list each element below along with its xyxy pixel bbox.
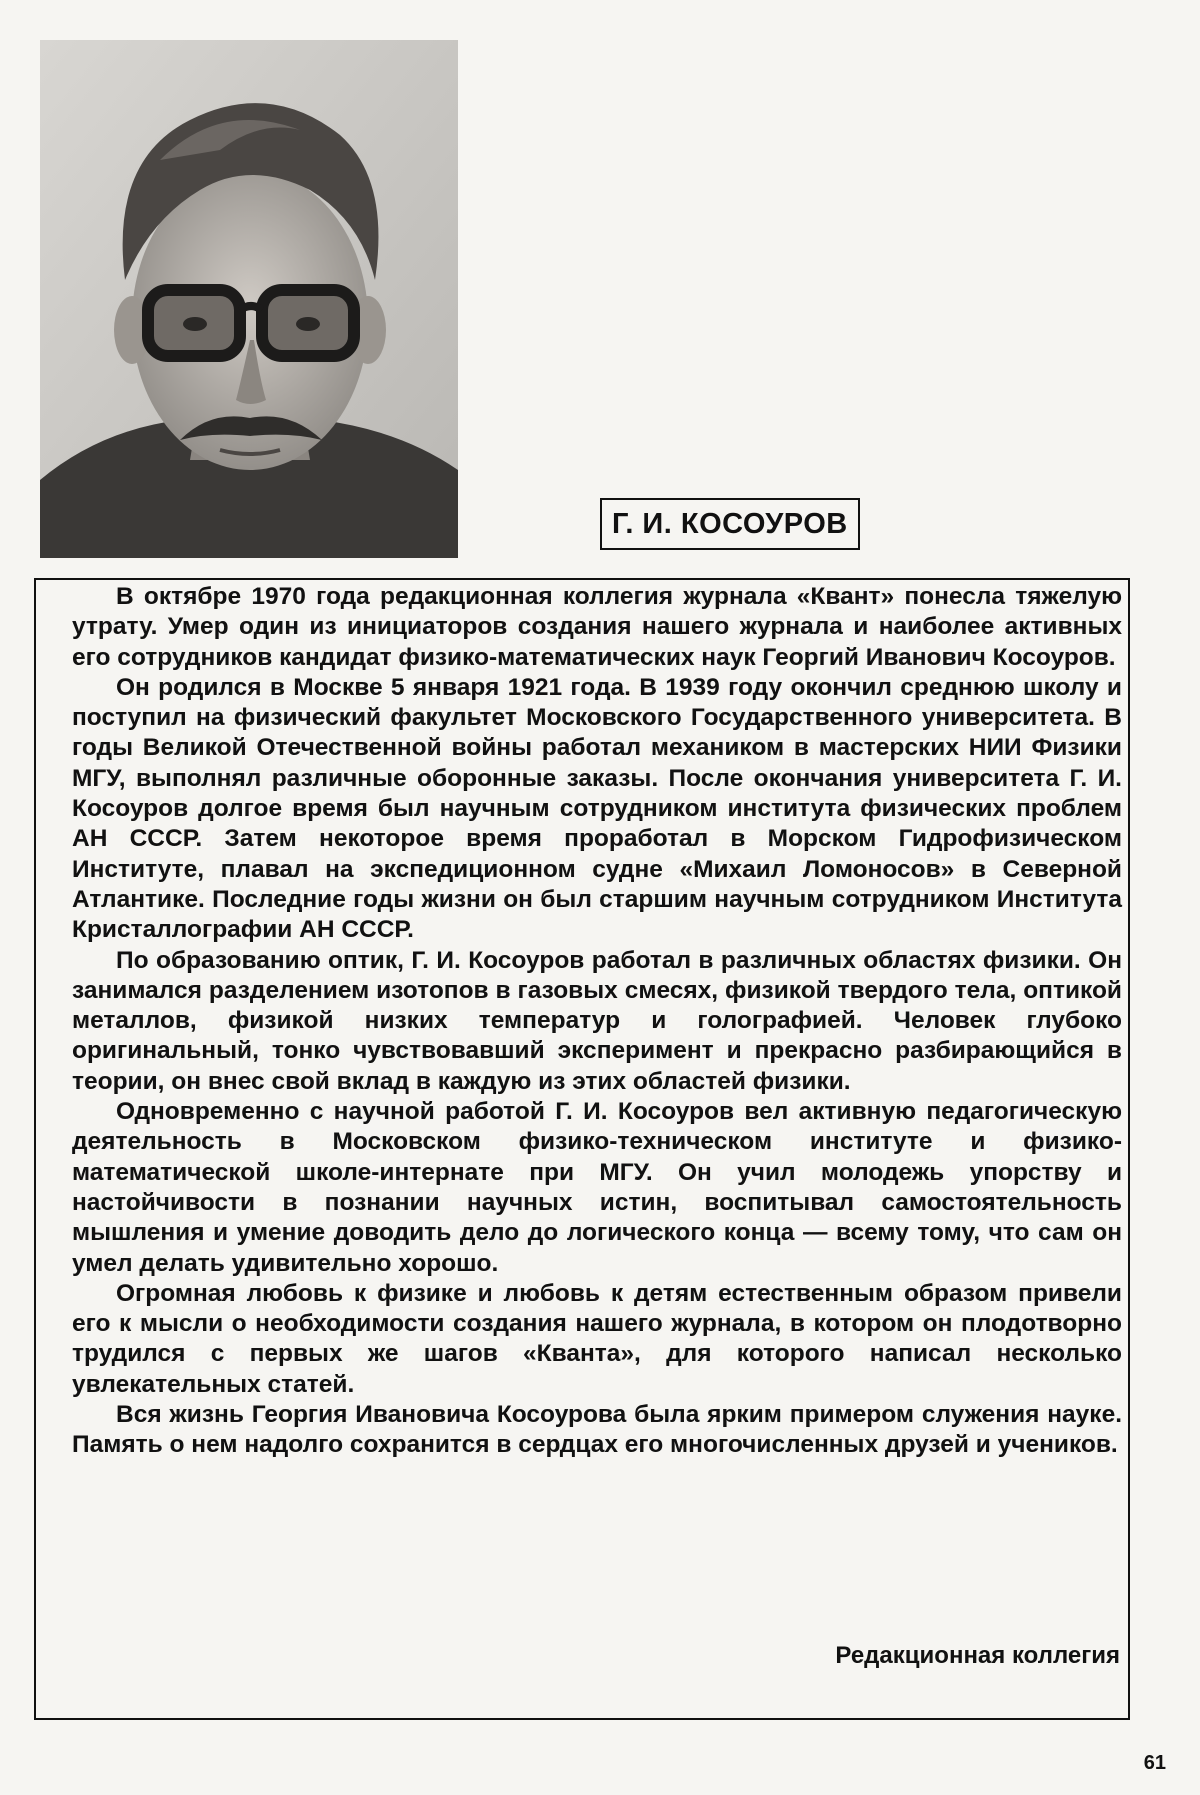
page-number: 61 xyxy=(1143,1752,1166,1774)
paragraph: По образованию оптик, Г. И. Косоуров работал в различных областях физики. Он занимался разделением изотопов в газовых смесях, физикой твердого тела, оптикой металлов, физикой низких температур и голографией. Человек глубоко оригинальный, тонко чувствовавший эксперимент и прекрасно разбирающийся в теории, он внес свой вклад в каждую из этих областей физики. xyxy=(72,946,1122,1095)
signature: Редакционная коллегия xyxy=(835,1642,1120,1669)
article-body xyxy=(72,582,1122,1461)
paragraph: Вся жизнь Георгия Ивановича Косоурова была ярким примером служения науке. Память о нем надолго сохранится в сердцах его многочисленных друзей и учеников. xyxy=(72,1401,1122,1459)
portrait-photo xyxy=(40,40,458,558)
article-title: Г. И. КОСОУРОВ xyxy=(600,498,860,550)
paragraph: Он родился в Москве 5 января 1921 года. В 1939 году окончил среднюю школу и поступил на физический факультет Московского Государственного университета. В годы Великой Отечественной войны работал механиком в мастерских НИИ Физики МГУ, выполнял различные оборонные заказы. После окончания университета Г. И. Косоуров долгое время был научным сотрудником института физических проблем АН СССР. Затем некоторое время проработал в Морском Гидрофизическом Институте, плавал на экспедиционном судне «Михаил Ломоносов» в Северной Атлантике. Последние годы жизни он был старшим научным сотрудником Института Кристаллографии АН СССР. xyxy=(72,673,1122,944)
paragraph: В октябре 1970 года редакционная коллегия журнала «Квант» понесла тяжелую утрату. Умер один из инициаторов создания нашего журнала и наиболее активных его сотрудников кандидат физико-математических наук Георгий Иванович Косоуров. xyxy=(72,583,1122,671)
portrait-icon xyxy=(40,40,458,558)
paragraph: Огромная любовь к физике и любовь к детям естественным образом привели его к мысли о необходимости создания нашего журнала, в котором он плодотворно трудился с первых же шагов «Кванта», для которого написал несколько увлекательных статей. xyxy=(72,1279,1122,1398)
paragraph: Одновременно с научной работой Г. И. Косоуров вел активную педагогическую деятельность в Московском физико-техническом институте и физико-математической школе-интернате при МГУ. Он учил молодежь упорству и настойчивости в познании научных истин, воспитывал самостоятельность мышления и умение доводить дело до логического конца — всему тому, что сам он умел делать удивительно хорошо. xyxy=(72,1098,1122,1277)
